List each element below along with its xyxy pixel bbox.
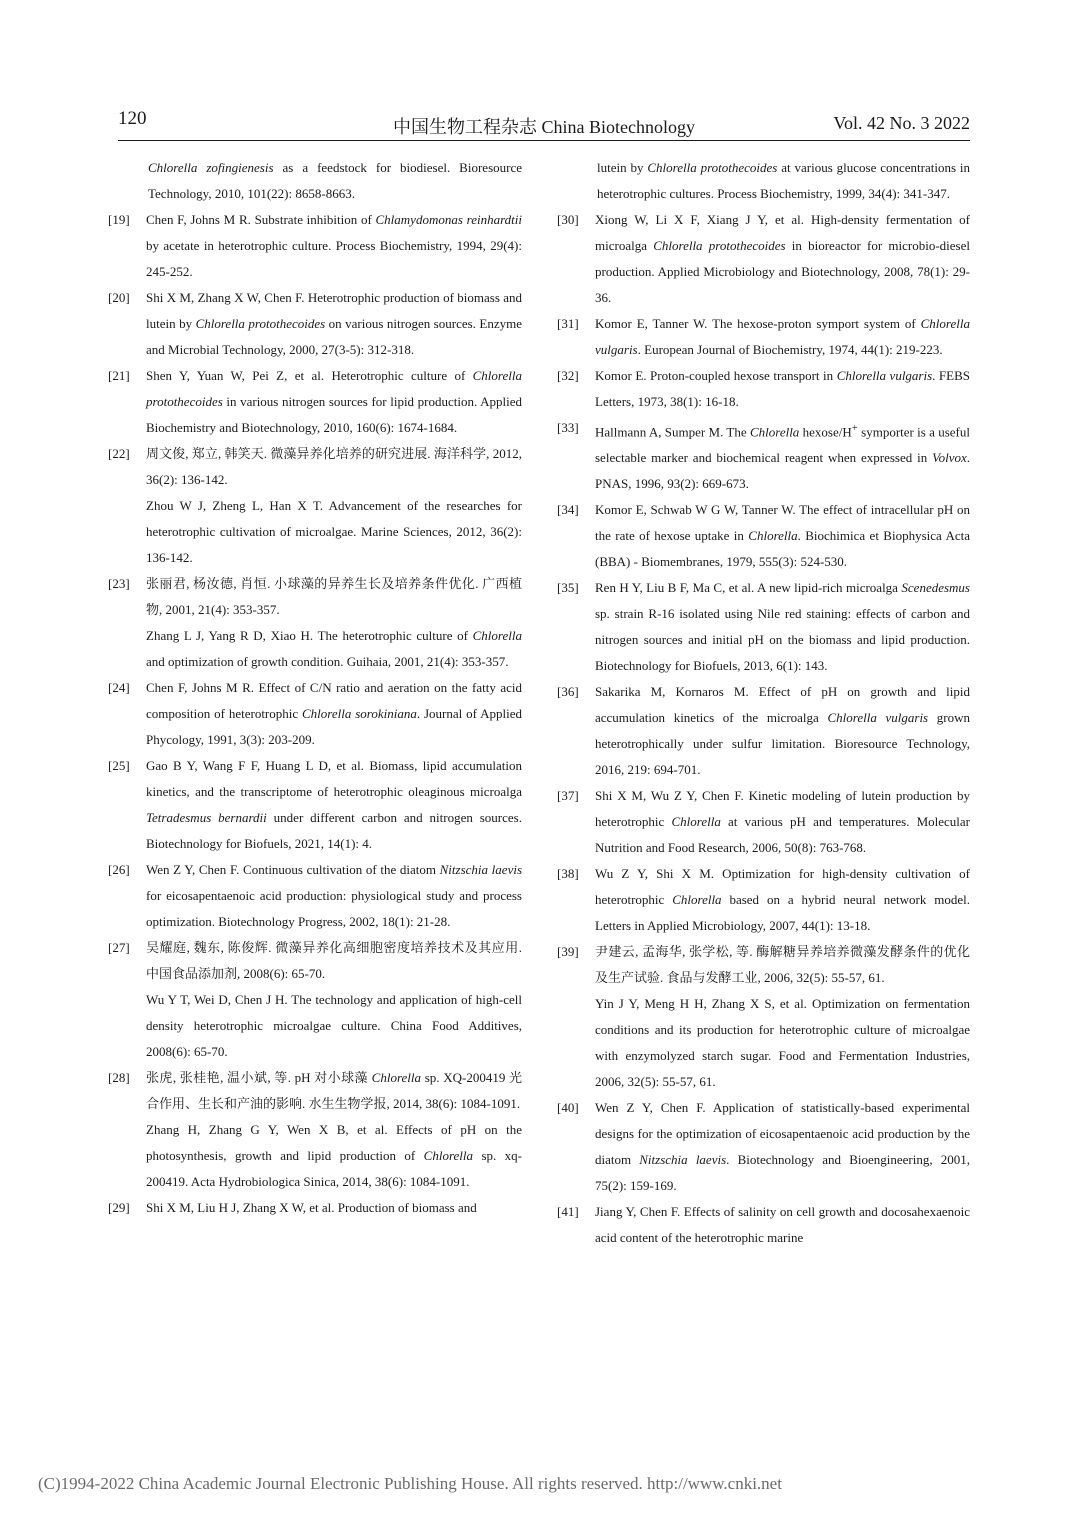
copyright-footer: (C)1994-2022 China Academic Journal Electronic Publishing House. All rights reserved. http://www.cnki.net	[38, 1474, 782, 1493]
reference-text: Shen Y, Yuan W, Pei Z, et al. Heterotrophic culture of Chlorella protothecoides in various nitrogen sources for lipid production. Applied Biochemistry and Biotechnology, 2010, 160(6): 1674-1684.	[146, 368, 522, 435]
reference-entry	[557, 783, 970, 861]
reference-entry	[557, 575, 970, 679]
reference-number: [32]	[557, 368, 579, 383]
reference-text: Shi X M, Zhang X W, Chen F. Heterotrophic production of biomass and lutein by Chlorella protothecoides on various nitrogen sources. Enzyme and Microbial Technology, 2000, 27(3-5): 312-318.	[146, 290, 522, 357]
reference-entry	[108, 753, 522, 857]
reference-column-left	[108, 155, 522, 1221]
reference-entry	[557, 311, 970, 363]
reference-number: [41]	[557, 1204, 579, 1220]
reference-entry	[108, 571, 522, 675]
reference-text: Xiong W, Li X F, Xiang J Y, et al. High-density fermentation of microalga Chlorella protothecoides in bioreactor for microbio-diesel production. Applied Microbiology and Biotechnology, 2008, 78(1): 29-36.	[595, 212, 970, 305]
reference-entry	[557, 1199, 970, 1251]
reference-number: [31]	[557, 316, 579, 331]
reference-english-translation: Yin J Y, Meng H H, Zhang X S, et al. Optimization on fermentation conditions and its production for heterotrophic culture of microalgae with enzymolyzed starch sugar. Food and Fermentation Industries, 2006, 32(5): 55-57, 61.	[595, 996, 970, 1090]
reference-number: [22]	[108, 446, 130, 461]
reference-entry	[557, 415, 970, 497]
page-number: 120	[118, 108, 147, 129]
reference-text: Komor E, Schwab W G W, Tanner W. The effect of intracellular pH on the rate of hexose uptake in Chlorella. Biochimica et Biophysica Acta (BBA) - Biomembranes, 1979, 555(3): 524-530.	[595, 502, 970, 570]
reference-text: Wu Z Y, Shi X M. Optimization for high-density cultivation of heterotrophic Chlorella based on a hybrid neural network model. Letters in Applied Microbiology, 2007, 44(1): 13-18.	[595, 866, 970, 934]
reference-english-translation: Zhang H, Zhang G Y, Wen X B, et al. Effects of pH on the photosynthesis, growth and lipid production of Chlorella sp. xq-200419. Acta Hydrobiologica Sinica, 2014, 38(6): 1084-1091.	[146, 1122, 522, 1189]
reference-text: lutein by Chlorella protothecoides at various glucose concentrations in heterotrophic cultures. Process Biochemistry, 1999, 34(4): 341-347.	[597, 160, 971, 201]
reference-entry	[108, 207, 522, 285]
reference-entry	[557, 497, 970, 575]
reference-number: [37]	[557, 788, 579, 804]
reference-text: 周文俊, 郑立, 韩笑天. 微藻异养化培养的研究进展. 海洋科学, 2012, 36(2): 136-142.	[146, 446, 522, 487]
reference-text: Komor E, Tanner W. The hexose-proton symport system of Chlorella vulgaris. European Journal of Biochemistry, 1974, 44(1): 219-223.	[595, 316, 970, 357]
reference-text: Ren H Y, Liu B F, Ma C, et al. A new lipid-rich microalga Scenedesmus sp. strain R-16 isolated using Nile red staining: effects of carbon and nitrogen sources and initial pH on the biomass and lipid production. Biotechnology for Biofuels, 2013, 6(1): 143.	[595, 580, 970, 674]
reference-number: [33]	[557, 420, 579, 435]
reference-number: [29]	[108, 1200, 130, 1215]
reference-text: 吴耀庭, 魏东, 陈俊辉. 微藻异养化高细胞密度培养技术及其应用. 中国食品添加剂, 2008(6): 65-70.	[146, 940, 522, 981]
reference-english-translation: Zhou W J, Zheng L, Han X T. Advancement of the researches for heterotrophic cultivation of microalgae. Marine Sciences, 2012, 36(2): 136-142.	[146, 498, 522, 565]
reference-entry	[108, 363, 522, 441]
reference-number: [38]	[557, 866, 579, 882]
reference-number: [30]	[557, 212, 579, 227]
reference-number: [36]	[557, 684, 579, 700]
reference-text: Shi X M, Liu H J, Zhang X W, et al. Production of biomass and	[146, 1200, 477, 1215]
reference-english-translation: Wu Y T, Wei D, Chen J H. The technology and application of high-cell density heterotrophic microalgae culture. China Food Additives, 2008(6): 65-70.	[146, 992, 522, 1059]
reference-text: Shi X M, Wu Z Y, Chen F. Kinetic modeling of lutein production by heterotrophic Chlorella at various pH and temperatures. Molecular Nutrition and Food Research, 2006, 50(8): 763-768.	[595, 788, 970, 856]
reference-number: [35]	[557, 580, 579, 596]
reference-number: [19]	[108, 212, 130, 227]
reference-entry	[108, 441, 522, 571]
reference-number: [26]	[108, 862, 130, 877]
reference-text: 尹建云, 孟海华, 张学松, 等. 酶解糖异养培养微藻发酵条件的优化及生产试验. 食品与发酵工业, 2006, 32(5): 55-57, 61.	[595, 944, 970, 986]
reference-text: Sakarika M, Kornaros M. Effect of pH on growth and lipid accumulation kinetics of the microalga Chlorella vulgaris grown heterotrophically under sulfur limitation. Bioresource Technology, 2016, 219: 694-701.	[595, 684, 971, 778]
reference-column-right	[557, 155, 970, 1251]
reference-entry	[557, 679, 970, 783]
reference-text: Wen Z Y, Chen F. Continuous cultivation of the diatom Nitzschia laevis for eicosapentaenoic acid production: physiological study and process optimization. Biotechnology Progress, 2002, 18(1): 21-28.	[146, 862, 523, 929]
reference-text: Hallmann A, Sumper M. The Chlorella hexose/H+ symporter is a useful selectable marker and biochemical reagent when expressed in Volvox. PNAS, 1996, 93(2): 669-673.	[595, 422, 970, 492]
reference-number: [27]	[108, 940, 130, 955]
reference-entry	[108, 1195, 522, 1221]
reference-entry	[108, 857, 522, 935]
reference-entry	[108, 675, 522, 753]
reference-entry	[557, 939, 970, 1095]
reference-text: 张丽君, 杨汝德, 肖恒. 小球藻的异养生长及培养条件优化. 广西植物, 2001, 21(4): 353-357.	[146, 576, 522, 617]
reference-text: Chen F, Johns M R. Substrate inhibition of Chlamydomonas reinhardtii by acetate in heterotrophic culture. Process Biochemistry, 1994, 29(4): 245-252.	[146, 212, 522, 279]
reference-number: [25]	[108, 758, 130, 773]
reference-number: [20]	[108, 290, 130, 305]
reference-text: Chen F, Johns M R. Effect of C/N ratio and aeration on the fatty acid composition of heterotrophic Chlorella sorokiniana. Journal of Applied Phycology, 1991, 3(3): 203-209.	[146, 680, 522, 747]
reference-text: Chlorella zofingienesis as a feedstock for biodiesel. Bioresource Technology, 2010, 101(22): 8658-8663.	[148, 160, 522, 201]
reference-entry	[108, 285, 522, 363]
reference-text: Komor E. Proton-coupled hexose transport in Chlorella vulgaris. FEBS Letters, 1973, 38(1): 16-18.	[595, 368, 971, 409]
journal-title: 中国生物工程杂志 China Biotechnology	[393, 117, 695, 137]
reference-number: [40]	[557, 1100, 579, 1116]
header-rule	[118, 140, 970, 141]
reference-text: Jiang Y, Chen F. Effects of salinity on cell growth and docosahexaenoic acid content of the heterotrophic marine	[595, 1204, 970, 1246]
reference-number: [21]	[108, 368, 130, 383]
reference-entry	[108, 935, 522, 1065]
reference-text: Wen Z Y, Chen F. Application of statistically-based experimental designs for the optimization of eicosapentaenoic acid production by the diatom Nitzschia laevis. Biotechnology and Bioengineering, 2001, 75(2): 159-169.	[595, 1100, 971, 1194]
reference-text: Gao B Y, Wang F F, Huang L D, et al. Biomass, lipid accumulation kinetics, and the transcriptome of heterotrophic oleaginous microalga Tetradesmus bernardii under different carbon and nitrogen sources. Biotechnology for Biofuels, 2021, 14(1): 4.	[146, 758, 522, 851]
reference-text: 张虎, 张桂艳, 温小斌, 等. pH 对小球藻 Chlorella sp. XQ-200419 光合作用、生长和产油的影响. 水生生物学报, 2014, 38(6): 1084-1091.	[146, 1070, 523, 1111]
reference-number: [28]	[108, 1070, 130, 1085]
reference-entry	[557, 1095, 970, 1199]
reference-entry	[557, 363, 970, 415]
reference-entry	[108, 1065, 522, 1195]
reference-number: [23]	[108, 576, 130, 591]
reference-english-translation: Zhang L J, Yang R D, Xiao H. The heterotrophic culture of Chlorella and optimization of growth condition. Guihaia, 2001, 21(4): 353-357.	[146, 628, 522, 669]
reference-entry	[557, 207, 970, 311]
reference-number: [24]	[108, 680, 130, 695]
reference-number: [34]	[557, 502, 579, 518]
reference-continuation	[557, 155, 970, 207]
running-header	[118, 108, 970, 142]
reference-number: [39]	[557, 944, 579, 960]
reference-entry	[557, 861, 970, 939]
reference-continuation	[108, 155, 522, 207]
volume-info: Vol. 42 No. 3 2022	[833, 113, 970, 133]
